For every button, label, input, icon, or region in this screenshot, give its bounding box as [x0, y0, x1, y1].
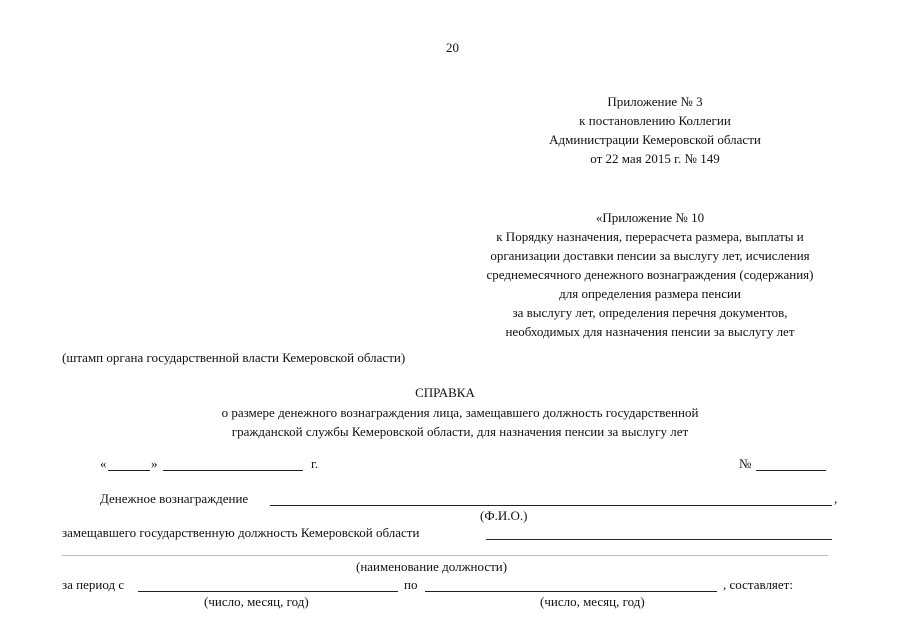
- page-number: 20: [446, 40, 459, 55]
- period-suffix: , составляет:: [723, 577, 793, 592]
- fio-caption: (Ф.И.О.): [480, 508, 528, 523]
- appendix-10-line: за выслугу лет, определения перечня документов,: [512, 305, 788, 320]
- appendix-10-line: необходимых для назначения пенсии за выслугу лет: [505, 324, 795, 339]
- period-from-field[interactable]: [138, 591, 398, 592]
- appendix-3-line: Приложение № 3: [607, 94, 703, 109]
- period-from-caption: (число, месяц, год): [204, 594, 309, 609]
- stamp-placeholder: (штамп органа государственной власти Кемеровской области): [62, 350, 406, 365]
- appendix-3-header: [520, 92, 790, 168]
- appendix-10-line: к Порядку назначения, перерасчета размера, выплаты и: [496, 229, 804, 244]
- appendix-10-line: «Приложение № 10: [595, 210, 705, 225]
- position-caption: (наименование должности): [356, 559, 508, 574]
- date-day-field[interactable]: [108, 470, 150, 471]
- subtitle-line: гражданской службы Кемеровской области, для назначения пенсии за выслугу лет: [231, 424, 689, 439]
- period-from-label: за период с: [62, 577, 125, 592]
- document-title: СПРАВКА: [415, 385, 475, 400]
- number-label: №: [739, 456, 752, 471]
- appendix-3-line: к постановлению Коллегии: [579, 113, 731, 128]
- position-continuation-field[interactable]: [62, 555, 828, 556]
- date-year-suffix: г.: [311, 456, 319, 471]
- appendix-3-line: Администрации Кемеровской области: [549, 132, 761, 147]
- date-open-quote: «: [100, 456, 107, 471]
- period-to-label: по: [404, 577, 418, 592]
- appendix-10-line: среднемесячного денежного вознаграждения (содержания): [486, 267, 814, 282]
- remuneration-label: Денежное вознаграждение: [100, 491, 249, 506]
- appendix-10-line: для определения размера пенсии: [559, 286, 741, 301]
- appendix-3-line: от 22 мая 2015 г. № 149: [590, 151, 720, 166]
- subtitle-line: о размере денежного вознаграждения лица, замещавшего должность государственной: [221, 405, 699, 420]
- appendix-10-line: организации доставки пенсии за выслугу лет, исчисления: [490, 248, 810, 263]
- appendix-10-header: [440, 208, 860, 341]
- fio-field[interactable]: [270, 505, 832, 506]
- period-to-field[interactable]: [425, 591, 717, 592]
- document-number-field[interactable]: [756, 470, 826, 471]
- position-field[interactable]: [486, 539, 832, 540]
- period-to-caption: (число, месяц, год): [540, 594, 645, 609]
- document-subtitle: [130, 403, 790, 441]
- remuneration-end-mark: ,: [834, 491, 838, 506]
- date-close-quote: »: [151, 456, 158, 471]
- date-month-field[interactable]: [163, 470, 303, 471]
- position-label: замещавшего государственную должность Кемеровской области: [62, 525, 420, 540]
